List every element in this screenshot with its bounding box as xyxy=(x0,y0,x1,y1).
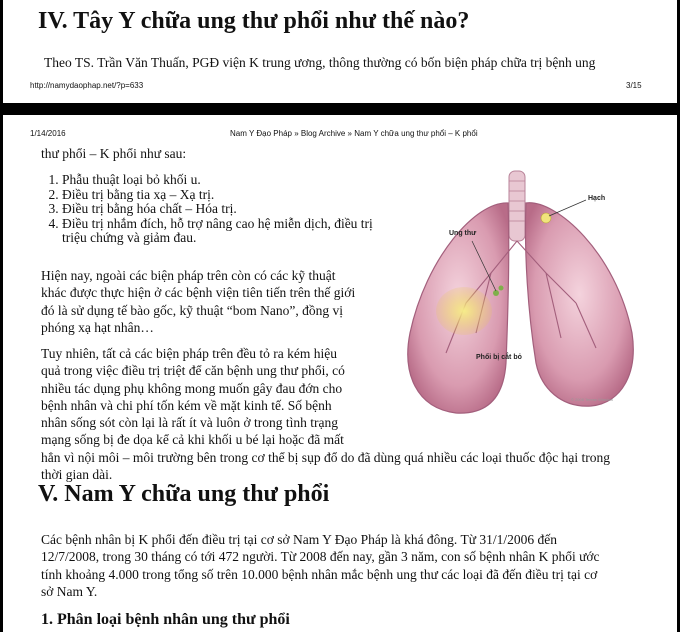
lymph-node xyxy=(499,286,504,291)
text-line: tính khoảng 4.000 trong tổng số trên 10.000 bệnh nhân mắc bệnh ung thư các loại đã đến điều trị tại cơ xyxy=(41,566,598,582)
text-line: bệnh nhân và chi phí tốn kém về mặt kinh tế. Số bệnh xyxy=(41,397,332,413)
text-line: quả trong việc điều trị triệt để căn bệnh ung thư phổi, có xyxy=(41,363,345,379)
text-line: mạng sống bị đe dọa kể cả khi khối u bé lại hoặc đã mất xyxy=(41,432,344,448)
text-line: thời gian dài. xyxy=(41,467,113,483)
text-line: sở Nam Y. xyxy=(41,583,98,599)
text-line: nhân sống sót còn lại là rất ít và luôn ở trong tình trạng xyxy=(41,415,338,431)
label-phoi-bi-cat-bo: Phổi bị cắt bỏ xyxy=(476,354,522,361)
lymph-node xyxy=(541,213,551,223)
text-line: Các bệnh nhân bị K phổi đến điều trị tại cơ sở Nam Y Đạo Pháp là khá đông. Từ 31/1/2006 đến xyxy=(41,532,557,547)
copyright-text: © 2006 Terese Winslow xyxy=(571,397,614,402)
page-1-bottom xyxy=(3,0,677,103)
lung-cancer-illustration xyxy=(396,163,646,423)
left-lung-removed xyxy=(525,203,633,406)
text-line: phóng xạ hạt nhân… xyxy=(41,319,154,335)
intro-text: Theo TS. Trần Văn Thuấn, PGĐ viện K trung ương, thông thường có bốn biện pháp chữa trị bệnh ung xyxy=(44,55,596,70)
label-ung-thu: Ung thư xyxy=(449,230,477,237)
paragraph-3 xyxy=(41,531,600,600)
list-item: 3. Điều trị bằng hóa chất – Hóa trị. xyxy=(62,202,382,217)
text-line: khác được thực hiện ở các bệnh viện tiên tiến trên thế giới xyxy=(41,285,356,301)
section-heading-v: V. Nam Y chữa ung thư phổi xyxy=(38,481,330,507)
header-title: Nam Y Đạo Pháp » Blog Archive » Nam Y chữa ung thư phổi – K phổi xyxy=(230,129,478,138)
text-line: Hiện nay, ngoài các biện pháp trên còn có các kỹ thuật xyxy=(41,268,336,283)
text-line: nhiều tác dụng phụ không mong muốn gây đau đớn cho xyxy=(41,380,343,396)
treatment-list xyxy=(38,173,382,246)
list-item: 2. Điều trị bằng tia xạ – Xạ trị. xyxy=(62,188,382,203)
list-item: 1. Phẫu thuật loại bỏ khối u. xyxy=(62,173,382,188)
text-line: hẳn vì nội môi – môi trường bên trong cơ thể bị sụp đổ do đã dùng quá nhiều các loại thuốc độc hại trong xyxy=(41,449,610,465)
page-2-top xyxy=(3,115,677,632)
text-line: đó là sử dụng tế bào gốc, kỹ thuật “bom Nano”, đồng vị xyxy=(41,302,344,318)
text-line: Tuy nhiên, tất cả các biện pháp trên đều tỏ ra kém hiệu xyxy=(41,346,338,361)
footer-url: http://namydaophap.net/?p=633 xyxy=(30,81,144,90)
list-item: 4. Điều trị nhắm đích, hỗ trợ nâng cao hệ miễn dịch, điều trị triệu chứng và giảm đau. xyxy=(62,217,382,246)
text-line: 12/7/2008, trong 30 tháng có tới 472 người. Từ 2008 đến nay, gần 3 năm, con số bệnh nhân K phổi ước xyxy=(41,549,600,565)
subheading-1: 1. Phân loại bệnh nhân ung thư phổi xyxy=(41,611,290,628)
header-date: 1/14/2016 xyxy=(30,129,66,138)
footer-page-number: 3/15 xyxy=(626,81,642,90)
continued-text: thư phổi – K phổi như sau: xyxy=(41,146,187,161)
section-heading-iv: IV. Tây Y chữa ung thư phổi như thế nào? xyxy=(38,8,470,34)
trachea xyxy=(509,171,525,241)
paragraph-1 xyxy=(41,267,355,336)
tumor xyxy=(436,287,492,335)
label-hach: Hạch xyxy=(588,195,606,202)
